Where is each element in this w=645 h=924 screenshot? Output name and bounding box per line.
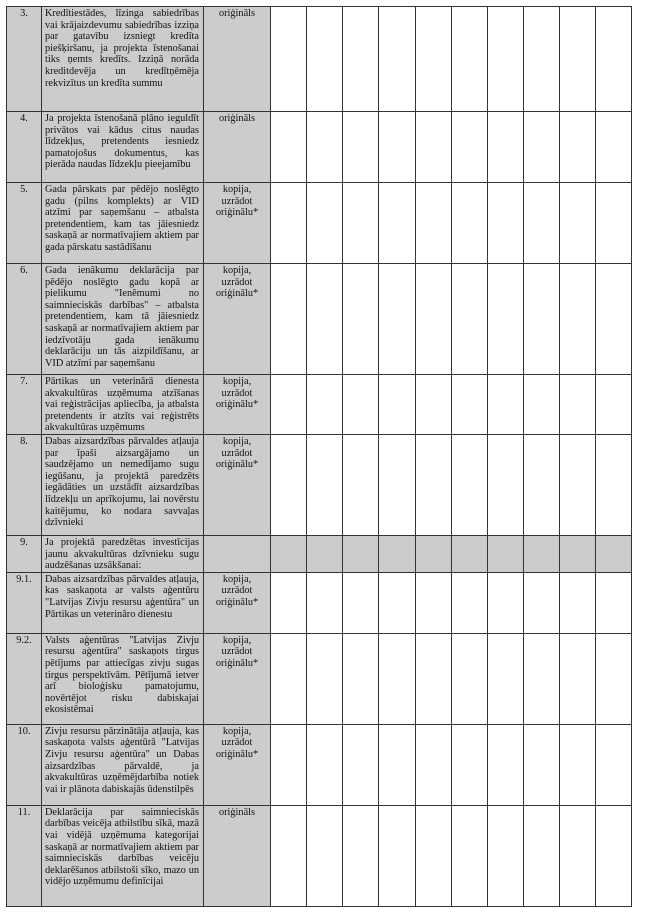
row-number: 4. (7, 112, 42, 183)
empty-cell (379, 536, 416, 573)
empty-cell (343, 724, 379, 805)
document-type: oriģināls (204, 112, 271, 183)
empty-cell (343, 7, 379, 112)
empty-cell (452, 435, 488, 536)
row-number: 7. (7, 375, 42, 435)
document-description: Kredītiestādes, līzinga sabiedrības vai krājaizdevumu sabiedrības izziņa par gatavību izsniegt kredīta piešķiršanu, ja projekta īstenošanai tiks ņemts kredīts. Izziņā norāda kreditdevēja un kredītņēmēja rekvizītus un kredīta summu (42, 7, 204, 112)
empty-cell (560, 112, 596, 183)
empty-cell (416, 633, 452, 724)
document-type: oriģināls (204, 7, 271, 112)
empty-cell (560, 435, 596, 536)
table-row (7, 633, 632, 724)
document-type: kopija, uzrādot oriģinālu* (204, 183, 271, 264)
empty-cell (560, 724, 596, 805)
empty-cell (560, 633, 596, 724)
documents-table (6, 6, 632, 907)
table-row (7, 7, 632, 112)
empty-cell (307, 724, 343, 805)
empty-cell (379, 264, 416, 375)
empty-cell (452, 633, 488, 724)
empty-cell (271, 112, 307, 183)
empty-cell (560, 536, 596, 573)
empty-cell (343, 572, 379, 633)
empty-cell (452, 536, 488, 573)
empty-cell (379, 183, 416, 264)
row-number: 5. (7, 183, 42, 264)
empty-cell (271, 536, 307, 573)
empty-cell (488, 572, 524, 633)
empty-cell (560, 805, 596, 906)
empty-cell (488, 724, 524, 805)
empty-cell (416, 375, 452, 435)
empty-cell (488, 7, 524, 112)
empty-cell (416, 536, 452, 573)
empty-cell (379, 7, 416, 112)
empty-cell (416, 724, 452, 805)
document-description: Gada ienākumu deklarācija par pēdējo noslēgto gadu kopā ar pielikumu "Ienēmumi no saimnieciskās darbības" – atbalsta pretendentiem, kam tā jāiesniedz saskaņā ar normatīvajiem aktiem par iedzīvotāju gada ienākumu deklarāciju un tās aizpildīšanu, ar VID atzīmi par saņemšanu (42, 264, 204, 375)
empty-cell (560, 183, 596, 264)
document-type: kopija, uzrādot oriģinālu* (204, 572, 271, 633)
empty-cell (488, 536, 524, 573)
empty-cell (271, 183, 307, 264)
empty-cell (416, 435, 452, 536)
row-number: 3. (7, 7, 42, 112)
document-type: oriģināls (204, 805, 271, 906)
row-number: 10. (7, 724, 42, 805)
empty-cell (416, 183, 452, 264)
empty-cell (596, 633, 632, 724)
empty-cell (343, 264, 379, 375)
empty-cell (307, 435, 343, 536)
table-row (7, 805, 632, 906)
empty-cell (488, 112, 524, 183)
empty-cell (307, 7, 343, 112)
empty-cell (452, 7, 488, 112)
document-type: kopija, uzrādot oriģinālu* (204, 375, 271, 435)
empty-cell (596, 112, 632, 183)
empty-cell (271, 724, 307, 805)
empty-cell (524, 805, 560, 906)
empty-cell (271, 7, 307, 112)
empty-cell (307, 805, 343, 906)
empty-cell (488, 264, 524, 375)
empty-cell (416, 264, 452, 375)
document-type: kopija, uzrādot oriģinālu* (204, 724, 271, 805)
empty-cell (379, 572, 416, 633)
empty-cell (271, 435, 307, 536)
empty-cell (307, 633, 343, 724)
empty-cell (560, 375, 596, 435)
empty-cell (307, 264, 343, 375)
empty-cell (488, 435, 524, 536)
table-row (7, 572, 632, 633)
empty-cell (343, 536, 379, 573)
table-row (7, 183, 632, 264)
empty-cell (416, 7, 452, 112)
empty-cell (416, 112, 452, 183)
empty-cell (596, 375, 632, 435)
empty-cell (452, 264, 488, 375)
empty-cell (416, 805, 452, 906)
empty-cell (343, 805, 379, 906)
table-row (7, 724, 632, 805)
empty-cell (488, 805, 524, 906)
document-description: Pārtikas un veterinārā dienesta akvakultūras uzņēmuma atzīšanas vai reģistrācijas apliecība, ja atbalsta pretendents ir atzīts vai reģistrēts akvakultūras uzņēmums (42, 375, 204, 435)
empty-cell (596, 572, 632, 633)
table-row (7, 435, 632, 536)
empty-cell (524, 633, 560, 724)
empty-cell (524, 536, 560, 573)
empty-cell (452, 112, 488, 183)
document-type: kopija, uzrādot oriģinālu* (204, 264, 271, 375)
empty-cell (379, 112, 416, 183)
empty-cell (379, 375, 416, 435)
empty-cell (343, 183, 379, 264)
empty-cell (560, 7, 596, 112)
empty-cell (524, 264, 560, 375)
document-description: Gada pārskats par pēdējo noslēgto gadu (pilns komplekts) ar VID atzīmi par saņemšanu – atbalsta pretendentiem, kam tas jāiesniedz saskaņā ar normatīvajiem aktiem par gada pārskatu sastādīšanu (42, 183, 204, 264)
document-description: Dabas aizsardzības pārvaldes atļauja par īpaši aizsargājamo un saudzējamo un nemedījamo sugu iegūšanu, ja projektā paredzēts iegādāties un uzstādīt aizsardzības līdzekļu un aprīkojumu, lai novērstu kaitējumu, ko nodara savvaļas dzīvnieki (42, 435, 204, 536)
empty-cell (596, 435, 632, 536)
empty-cell (452, 183, 488, 264)
row-number: 8. (7, 435, 42, 536)
empty-cell (379, 435, 416, 536)
empty-cell (307, 183, 343, 264)
empty-cell (524, 7, 560, 112)
table-body (7, 7, 632, 907)
empty-cell (524, 435, 560, 536)
empty-cell (452, 805, 488, 906)
table-row (7, 264, 632, 375)
document-description: Ja projekta īstenošanā plāno ieguldīt privātos vai kādus citus naudas līdzekļus, pretendents iesniedz pamatojošus dokumentus, kas pierāda naudas līdzekļu pieejamību (42, 112, 204, 183)
empty-cell (560, 264, 596, 375)
row-number: 9.2. (7, 633, 42, 724)
table-row (7, 375, 632, 435)
empty-cell (524, 183, 560, 264)
empty-cell (416, 572, 452, 633)
empty-cell (452, 572, 488, 633)
empty-cell (379, 805, 416, 906)
table-row (7, 536, 632, 573)
empty-cell (271, 633, 307, 724)
empty-cell (596, 183, 632, 264)
document-type: kopija, uzrādot oriģinālu* (204, 633, 271, 724)
empty-cell (524, 112, 560, 183)
empty-cell (379, 724, 416, 805)
empty-cell (307, 572, 343, 633)
row-number: 9.1. (7, 572, 42, 633)
empty-cell (343, 375, 379, 435)
empty-cell (596, 536, 632, 573)
document-description: Zivju resursu pārzinātāja atļauja, kas saskaņota valsts aģentūrā "Latvijas Zivju resursu aģentūra" un Dabas aizsardzības pārvaldē, ja akvakultūras uzņēmējdarbība notiek vai ir plānota dabiskajās ūdenstilpēs (42, 724, 204, 805)
empty-cell (596, 805, 632, 906)
table-row (7, 112, 632, 183)
empty-cell (488, 375, 524, 435)
document-description: Deklarācija par saimnieciskās darbības veicēja atbilstību sīkā, mazā vai vidējā uzņēmuma kategorijai saskaņā ar normatīvajiem aktiem par saimnieciskās darbības veicēju deklarēšanos atbilstoši sīko, mazo un vidējo uzņēmumu definīcijai (42, 805, 204, 906)
empty-cell (343, 435, 379, 536)
empty-cell (560, 572, 596, 633)
empty-cell (271, 264, 307, 375)
empty-cell (596, 264, 632, 375)
document-description: Valsts aģentūras "Latvijas Zivju resursu aģentūra" saskaņots tirgus pētījums par attiecīgas zivju sugas tirgus perspektīvām. Pētījumā ietver arī bioloģisku pamatojumu, novērtējot risku dabiskajai ekosistēmai (42, 633, 204, 724)
empty-cell (452, 375, 488, 435)
row-number: 9. (7, 536, 42, 573)
empty-cell (343, 112, 379, 183)
empty-cell (488, 183, 524, 264)
empty-cell (307, 536, 343, 573)
empty-cell (524, 375, 560, 435)
row-number: 11. (7, 805, 42, 906)
empty-cell (307, 112, 343, 183)
document-type (204, 536, 271, 573)
empty-cell (596, 724, 632, 805)
empty-cell (379, 633, 416, 724)
empty-cell (524, 572, 560, 633)
document-type: kopija, uzrādot oriģinālu* (204, 435, 271, 536)
row-number: 6. (7, 264, 42, 375)
empty-cell (596, 7, 632, 112)
document-description: Dabas aizsardzības pārvaldes atļauja, kas saskaņota ar valsts aģentūru "Latvijas Zivju resursu aģentūra" un Pārtikas un veterināro dienestu (42, 572, 204, 633)
empty-cell (488, 633, 524, 724)
empty-cell (271, 375, 307, 435)
empty-cell (343, 633, 379, 724)
empty-cell (307, 375, 343, 435)
empty-cell (271, 805, 307, 906)
empty-cell (524, 724, 560, 805)
empty-cell (271, 572, 307, 633)
document-description: Ja projektā paredzētas investīcijas jaunu akvakultūras dzīvnieku sugu audzēšanas uzsākšanai: (42, 536, 204, 573)
empty-cell (452, 724, 488, 805)
